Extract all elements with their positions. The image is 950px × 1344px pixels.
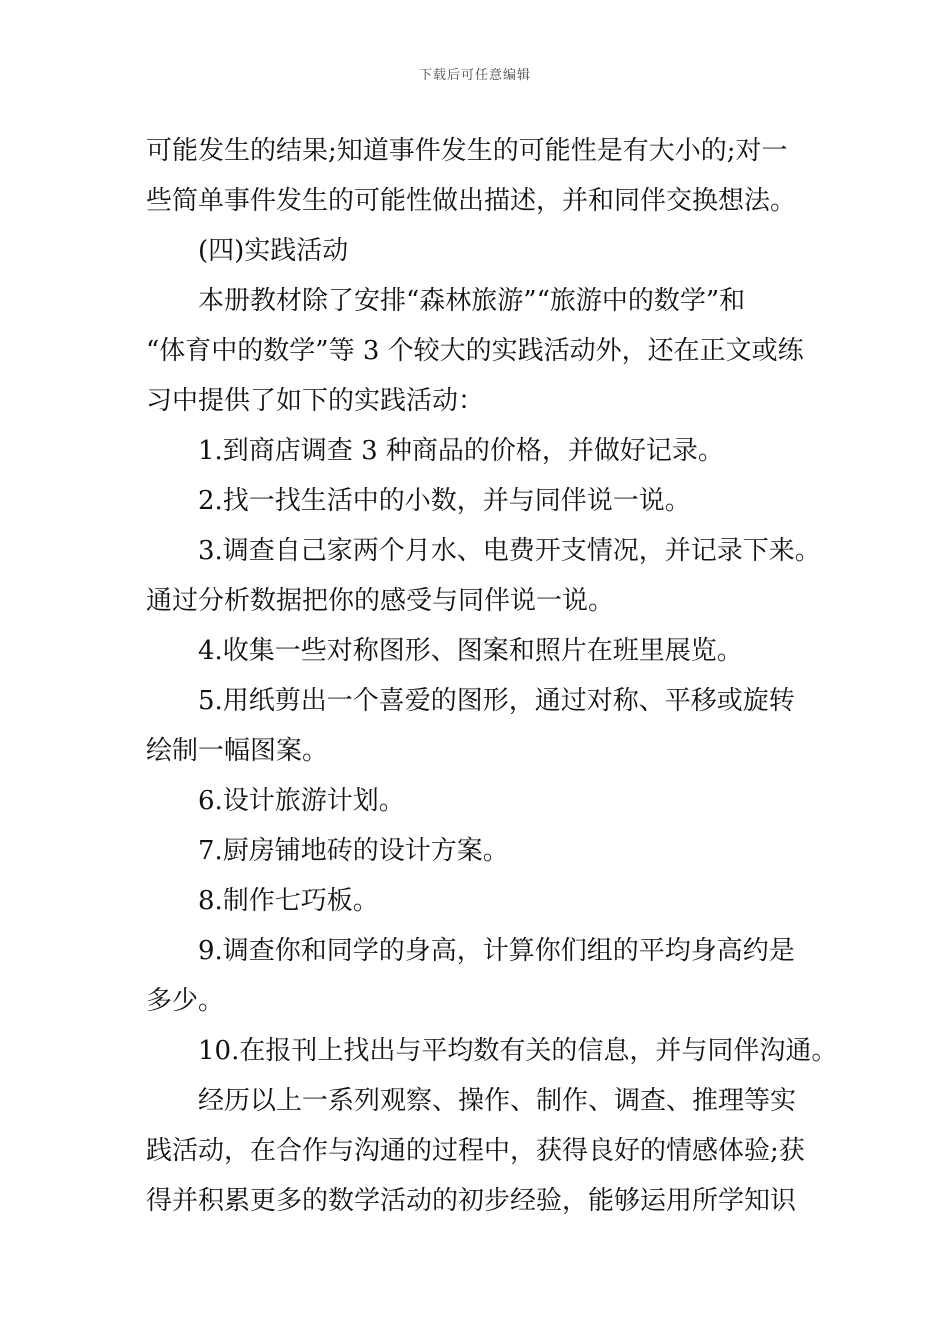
list-item: 10.在报刊上找出与平均数有关的信息，并与同伴沟通。 — [198, 1036, 838, 1066]
list-item: 8.制作七巧板。 — [198, 886, 379, 916]
text-line: 些简单事件发生的可能性做出描述，并和同伴交换想法。 — [146, 186, 797, 216]
list-item: 6.设计旅游计划。 — [198, 786, 405, 816]
section-heading: (四)实践活动 — [198, 236, 349, 266]
list-item: 3.调查自己家两个月水、电费开支情况，并记录下来。 — [198, 536, 821, 566]
text-line: 践活动，在合作与沟通的过程中，获得良好的情感体验;获 — [146, 1136, 805, 1166]
text-line: 多少。 — [146, 986, 225, 1016]
text-line: 绘制一幅图案。 — [146, 736, 329, 766]
list-item: 9.调查你和同学的身高，计算你们组的平均身高约是 — [198, 936, 795, 966]
list-item: 4.收集一些对称图形、图案和照片在班里展览。 — [198, 636, 743, 666]
list-item: 1.到商店调查 3 种商品的价格，并做好记录。 — [198, 436, 724, 466]
document-body — [146, 126, 838, 1226]
page-header: 下载后可任意编辑 — [418, 68, 531, 83]
list-item: 5.用纸剪出一个喜爱的图形，通过对称、平移或旋转 — [198, 686, 795, 716]
text-line: 得并积累更多的数学活动的初步经验，能够运用所学知识 — [146, 1186, 797, 1216]
list-item: 7.厨房铺地砖的设计方案。 — [198, 836, 509, 866]
text-line: 习中提供了如下的实践活动： — [146, 386, 485, 416]
text-line: 可能发生的结果;知道事件发生的可能性是有大小的;对一 — [146, 136, 788, 166]
list-item: 2.找一找生活中的小数，并与同伴说一说。 — [198, 486, 691, 516]
text-line: “体育中的数学”等 3 个较大的实践活动外，还在正文或练 — [146, 336, 804, 366]
text-line: 本册教材除了安排“森林旅游”“旅游中的数学”和 — [198, 286, 746, 316]
text-line: 通过分析数据把你的感受与同伴说一说。 — [146, 586, 615, 616]
text-line: 经历以上一系列观察、操作、制作、调查、推理等实 — [198, 1086, 797, 1116]
